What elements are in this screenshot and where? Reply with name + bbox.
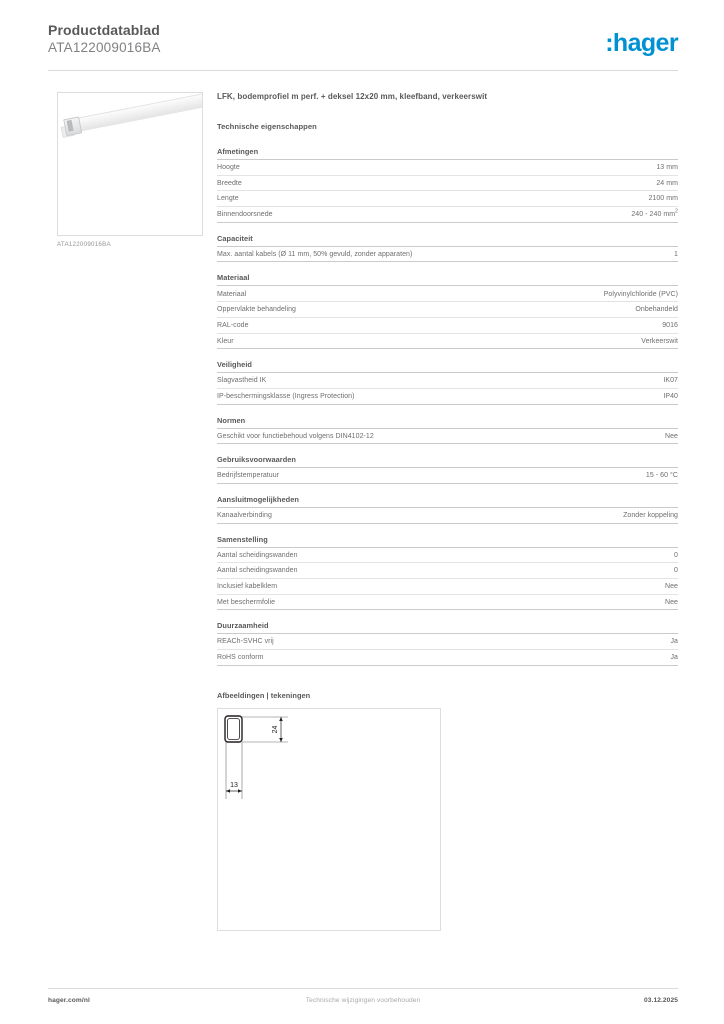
spec-row xyxy=(217,508,678,524)
spec-row xyxy=(217,373,678,389)
spec-value: 0 xyxy=(674,567,678,575)
product-image-caption: ATA122009016BA xyxy=(57,241,111,248)
spec-group-title: Duurzaamheid xyxy=(217,621,678,634)
spec-value: IK07 xyxy=(663,377,678,385)
spec-label: Kleur xyxy=(217,337,234,345)
spec-value: 24 mm xyxy=(656,179,678,187)
spec-row xyxy=(217,207,678,223)
spec-group-title: Afmetingen xyxy=(217,147,678,160)
spec-group-title: Veiligheid xyxy=(217,360,678,373)
dim-arrow-down xyxy=(279,738,283,742)
spec-row xyxy=(217,468,678,484)
spec-label: Binnendoorsnede xyxy=(217,211,273,219)
dim-arrow-right xyxy=(238,789,242,793)
spec-group xyxy=(217,360,678,404)
spec-label: Breedte xyxy=(217,179,242,187)
spec-group xyxy=(217,416,678,445)
spec-value-superscript: 2 xyxy=(675,208,678,215)
spec-group-title: Gebruiksvoorwaarden xyxy=(217,455,678,468)
spec-label: Inclusief kabelklem xyxy=(217,583,278,591)
spec-row xyxy=(217,429,678,445)
dim-label-height: 13 xyxy=(230,781,238,789)
spec-group-title: Normen xyxy=(217,416,678,429)
spec-value: 2100 mm xyxy=(648,195,678,203)
dim-label-width: 24 xyxy=(272,725,279,734)
footer-website[interactable]: hager.com/nl xyxy=(48,997,90,1004)
spec-label: Met beschermfolie xyxy=(217,598,276,606)
spec-group xyxy=(217,147,678,223)
spec-label: RAL-code xyxy=(217,321,249,329)
spec-group-title: Materiaal xyxy=(217,273,678,286)
spec-row xyxy=(217,579,678,595)
spec-value: Ja xyxy=(670,654,678,662)
spec-label: RoHS conform xyxy=(217,654,264,662)
spec-value xyxy=(619,210,678,219)
spec-row xyxy=(217,247,678,263)
spec-value: 9016 xyxy=(662,321,678,329)
footer-date: 03.12.2025 xyxy=(643,997,678,1004)
spec-row xyxy=(217,191,678,207)
spec-row xyxy=(217,634,678,650)
product-reference: ATA122009016BA xyxy=(48,40,161,55)
footer-disclaimer: Technische wijzigingen voorbehouden xyxy=(305,997,421,1004)
spec-row xyxy=(217,563,678,579)
spec-group-title: Samenstelling xyxy=(217,535,678,548)
profile-inner xyxy=(228,718,240,739)
spec-row xyxy=(217,334,678,350)
footer-divider xyxy=(48,988,678,989)
hager-logo: :hager xyxy=(605,29,678,57)
drawings-heading: Afbeeldingen | tekeningen xyxy=(217,690,311,700)
spec-label: Bedrijfstemperatuur xyxy=(217,472,280,480)
drawing-svg xyxy=(218,709,440,930)
spec-row xyxy=(217,595,678,611)
spec-value: Zonder koppeling xyxy=(623,512,678,520)
spec-row xyxy=(217,389,678,405)
spec-group xyxy=(217,273,678,349)
spec-value: Nee xyxy=(665,598,678,606)
spec-label: Materiaal xyxy=(217,290,247,298)
spec-value: Ja xyxy=(670,638,678,646)
spec-row xyxy=(217,286,678,302)
spec-label: Max. aantal kabels (Ø 11 mm, 50% gevuld, zonder apparaten) xyxy=(217,250,413,258)
spec-group-title: Capaciteit xyxy=(217,234,678,247)
spec-row xyxy=(217,318,678,334)
dim-arrow-up xyxy=(279,717,283,721)
spec-label: Slagvastheid IK xyxy=(217,377,267,385)
spec-label: Aantal scheidingswanden xyxy=(217,551,298,559)
specs-heading: Technische eigenschappen xyxy=(217,122,317,131)
spec-value-text: 240 - 240 mm xyxy=(631,211,676,219)
product-figure xyxy=(57,92,203,248)
spec-value: 15 - 60 °C xyxy=(645,472,678,480)
product-name: LFK, bodemprofiel m perf. + deksel 12x20 mm, kleefband, verkeerswit xyxy=(217,92,488,101)
dim-arrow-left xyxy=(226,789,230,793)
spec-row xyxy=(217,548,678,564)
spec-label: IP-beschermingsklasse (Ingress Protection) xyxy=(217,392,355,400)
spec-label: Aantal scheidingswanden xyxy=(217,567,298,575)
spec-group xyxy=(217,234,678,263)
spec-row xyxy=(217,650,678,666)
spec-groups xyxy=(217,147,678,666)
spec-group xyxy=(217,621,678,665)
spec-value: Nee xyxy=(665,583,678,591)
spec-value: 13 mm xyxy=(656,164,678,172)
spec-label: Hoogte xyxy=(217,164,240,172)
spec-value: 1 xyxy=(674,250,678,258)
technical-drawing xyxy=(217,708,441,931)
spec-label: Kanaalverbinding xyxy=(217,512,272,520)
page-title: Productdatablad xyxy=(48,22,160,38)
spec-value: Nee xyxy=(665,432,678,440)
spec-group xyxy=(217,495,678,524)
spec-label: Lengte xyxy=(217,195,239,203)
product-image xyxy=(57,92,203,236)
spec-value: Verkeerswit xyxy=(641,337,678,345)
spec-label: Geschikt voor functiebehoud volgens DIN4102-12 xyxy=(217,432,374,440)
spec-group xyxy=(217,455,678,484)
spec-value: Onbehandeld xyxy=(635,306,678,314)
specs-column xyxy=(217,92,678,931)
spec-row xyxy=(217,302,678,318)
spec-row xyxy=(217,160,678,176)
spec-value: Polyvinylchloride (PVC) xyxy=(603,290,678,298)
trunking-illustration xyxy=(58,92,203,155)
spec-value: 0 xyxy=(674,551,678,559)
spec-value: IP40 xyxy=(663,392,678,400)
page-footer xyxy=(48,997,678,1011)
trunking-body xyxy=(67,93,203,133)
spec-label: REACh-SVHC vrij xyxy=(217,638,274,646)
spec-row xyxy=(217,176,678,192)
spec-group xyxy=(217,535,678,611)
header-divider xyxy=(48,70,678,71)
spec-group-title: Aansluitmogelijkheden xyxy=(217,495,678,508)
spec-label: Oppervlakte behandeling xyxy=(217,306,296,314)
page-header xyxy=(48,22,678,70)
